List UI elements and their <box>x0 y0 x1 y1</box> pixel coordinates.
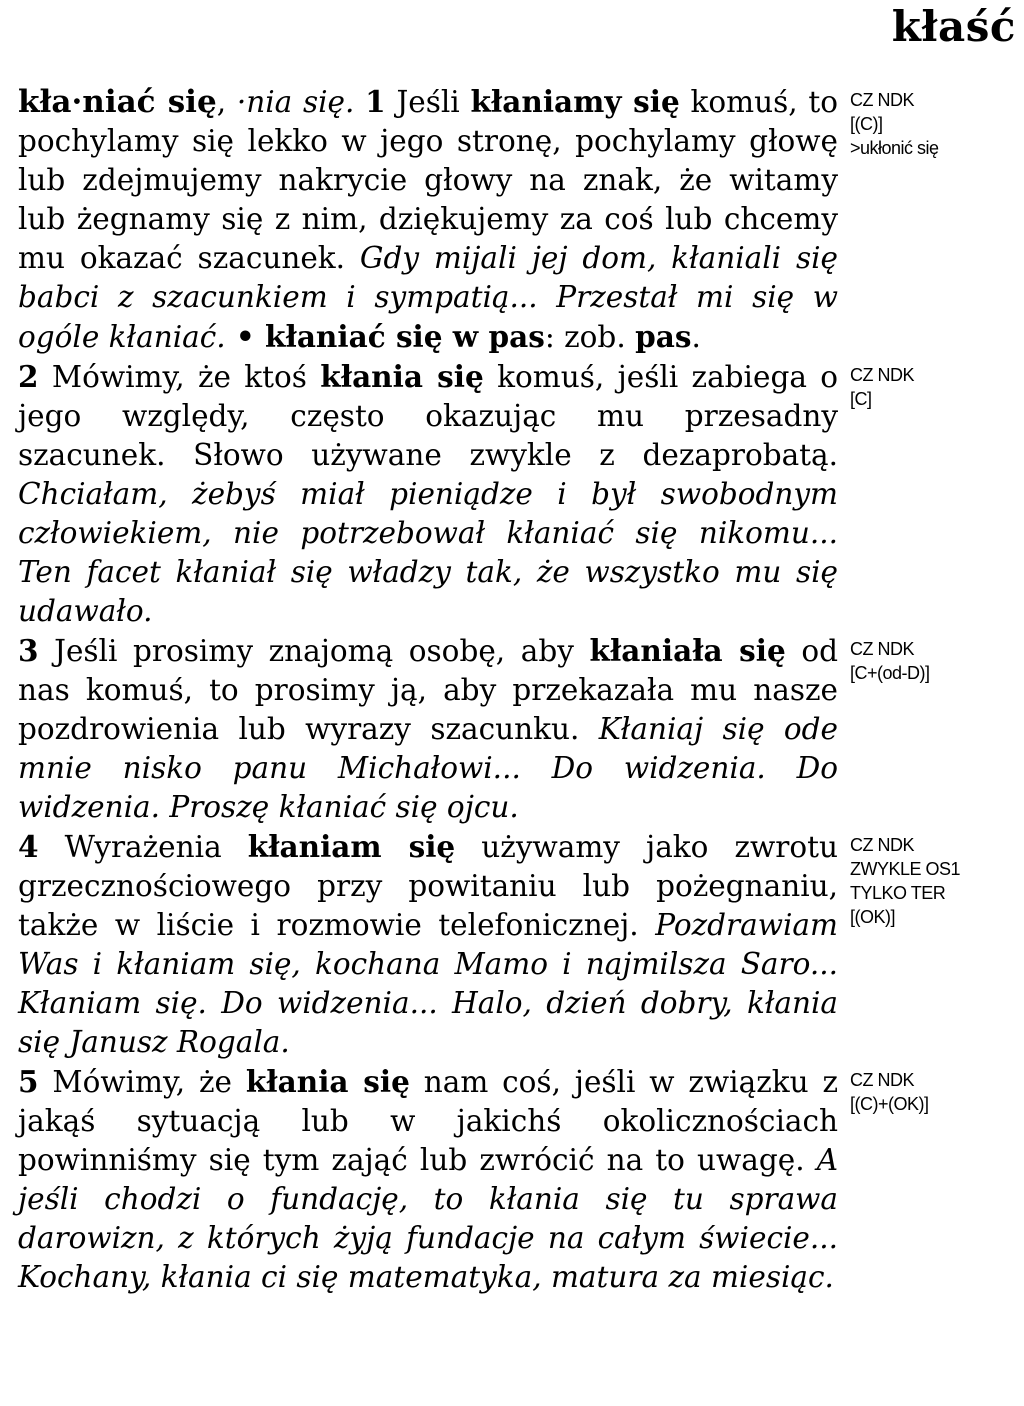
sense-text: kła·niać się, ·nia się. 1 Jeśli kłaniamy się komuś, to pochylamy się lekko w jego stronę, pochylamy głowę lub zdejmujemy nakrycie głowy na znak, że witamy lub żegnamy się z nim, dziękujemy za coś lub chcemy mu okazać szacunek. Gdy mijali jej dom, kłaniali się babci z szacunkiem i sympatią... Przestał mi się w ogóle kłaniać. • kłaniać się w pas: zob. pas. <box>18 84 838 354</box>
bold-phrase: • <box>225 319 266 354</box>
grammar-note <box>850 1068 1020 1116</box>
definition-text: Wyrażenia <box>38 830 248 864</box>
example-text: Gdy mijali jej dom, kłaniali się babci z szacunkiem i sympatią... Przestał mi się w ogóle kłaniać. <box>18 241 838 354</box>
grammar-code: CZ NDK <box>850 90 914 110</box>
bold-phrase: kłania się <box>320 359 484 394</box>
grammar-code: [C] <box>850 389 872 409</box>
grammar-code: CZ NDK <box>850 835 914 855</box>
sense <box>18 827 1024 1062</box>
grammar-code: [(C)+(OK)] <box>850 1094 929 1114</box>
definition-text: komuś, to pochylamy się lekko w jego stronę, pochylamy głowę lub zdejmujemy nakrycie głowy na znak, że witamy lub żegnamy się z nim, dziękujemy za coś lub chcemy mu okazać szacunek. <box>18 85 838 275</box>
grammar-note <box>850 88 1020 160</box>
definition-text: Mówimy, że <box>38 1065 246 1099</box>
grammar-note <box>850 833 1020 929</box>
example-text: Chciałam, żebyś miał pieniądze i był swobodnym człowiekiem, nie potrzebował kłaniać się nikomu... Ten facet kłaniał się władzy tak, że wszystko mu się udawało. <box>18 477 838 628</box>
sense-number: 2 <box>18 359 39 394</box>
grammar-code: [(C)] <box>850 114 883 134</box>
sense <box>18 631 1024 827</box>
definition <box>18 1065 838 1294</box>
grammar-code: CZ NDK <box>850 365 914 385</box>
definition-text: komuś, jeśli zabiega o jego względy, często okazując mu przesadny szacunek. Słowo używane zwykle z dezaprobatą. <box>18 360 839 472</box>
definition <box>18 360 838 628</box>
grammar-code: ZWYKLE OS1 <box>850 859 961 879</box>
definition-text: . <box>691 320 701 354</box>
sense-number: 4 <box>18 829 39 864</box>
bold-phrase: kłaniać się w pas <box>265 319 545 354</box>
sense-text <box>18 1062 838 1297</box>
grammar-note <box>850 637 1020 685</box>
sense <box>18 82 1024 357</box>
example-text: Kłaniaj się ode mnie nisko panu Michałowi... Do widzenia. Do widzenia. Proszę kłaniać się ojcu. <box>18 712 839 824</box>
inflection: ·nia się. <box>236 85 355 119</box>
grammar-code: CZ NDK <box>850 1070 914 1090</box>
definition-text: Jeśli <box>385 85 471 119</box>
sense-number: 1 <box>365 84 386 119</box>
sense-number: 3 <box>18 633 39 668</box>
example-text: A jeśli chodzi o fundację, to kłania się tu sprawa darowizn, z których żyją fundacje na całym świecie... Kochany, kłania ci się matematyka, matura za miesiąc. <box>18 1143 838 1294</box>
definition-text: nam coś, jeśli w związku z jakąś sytuacją lub w jakichś okolicznościach powinniśmy się tym zająć lub zwrócić na to uwagę. <box>18 1065 839 1177</box>
sense-text <box>18 631 838 827</box>
bold-phrase: kłaniamy się <box>470 84 680 119</box>
grammar-code: [C+(od-D)] <box>850 663 930 683</box>
grammar-code: [(OK)] <box>850 907 895 927</box>
sense <box>18 1062 1024 1297</box>
example-text: Pozdrawiam Was i kłaniam się, kochana Mamo i najmilsza Saro... Kłaniam się. Do widzenia... Halo, dzień dobry, kłania się Janusz Rogala. <box>18 908 838 1059</box>
bold-phrase: kłaniała się <box>589 633 786 668</box>
grammar-code: CZ NDK <box>850 639 914 659</box>
definition-text: Jeśli prosimy znajomą osobę, aby <box>38 634 590 668</box>
bold-phrase: kłania się <box>245 1064 410 1099</box>
bold-phrase: pas <box>635 319 692 354</box>
sense-text <box>18 827 838 1062</box>
definition <box>18 634 838 824</box>
sense-text <box>18 357 838 631</box>
definition-text: : zob. <box>544 320 636 354</box>
definition-text: używamy jako zwrotu grzecznościowego przy powitaniu lub pożegnaniu, także w liście i rozmowie telefonicznej. <box>18 830 839 942</box>
definition-text: od nas komuś, to prosimy ją, aby przekazała mu nasze pozdrowienia lub wyrazy szacunku. <box>18 634 838 746</box>
definition <box>18 830 838 1059</box>
grammar-code: >ukłonić się <box>850 138 939 158</box>
sense-number: 5 <box>18 1064 39 1099</box>
grammar-note <box>850 363 1020 411</box>
running-head: kłaść <box>891 2 1016 51</box>
grammar-code: TYLKO TER <box>850 883 946 903</box>
definition <box>18 85 838 354</box>
headword: kła·niać się <box>18 84 217 120</box>
bold-phrase: kłaniam się <box>247 829 456 864</box>
sense <box>18 357 1024 631</box>
definition-text: Mówimy, że ktoś <box>38 360 321 394</box>
dictionary-entry <box>18 82 1024 1297</box>
